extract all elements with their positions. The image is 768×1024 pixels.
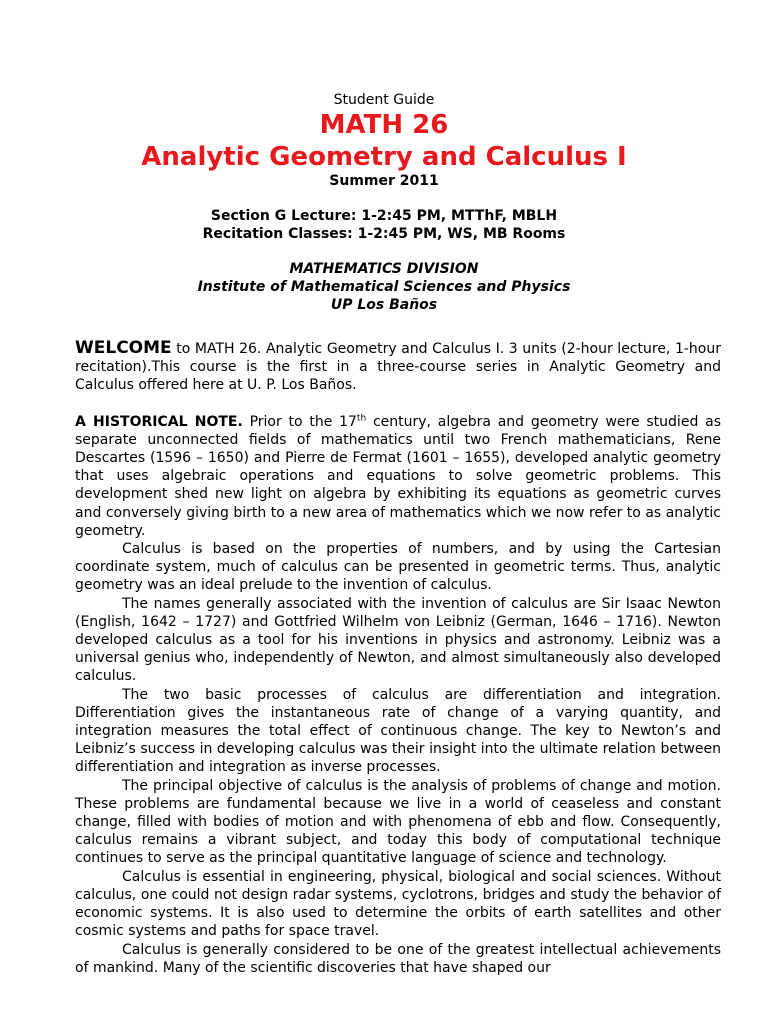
campus-name: UP Los Baños [330,297,438,313]
welcome-lead: WELCOME [75,338,172,358]
historical-note-text-before: Prior to the 17 [242,413,357,430]
institute-name: Institute of Mathematical Sciences and Physics [197,279,571,295]
guide-label: Student Guide [333,92,435,108]
document-header [0,92,768,314]
historical-note-lead: A HISTORICAL NOTE. [75,413,243,430]
ordinal-superscript: th [356,412,367,423]
paragraph-achievements: Calculus is generally considered to be one of the greatest intellectual achievements of mankind. Many of the scientific discoveries that have shaped our [75,941,721,976]
paragraph-applications: Calculus is essential in engineering, physical, biological and social sciences. Without calculus, one could not design radar systems, cyclotrons, bridges and study the behavior of economic systems. It is also used to determine the orbits of earth satellites and other cosmic systems and paths for space travel. [75,868,721,940]
document-body [75,339,721,977]
paragraph-objective: The principal objective of calculus is the analysis of problems of change and motion. These problems are fundamental because we live in a world of ceaseless and constant change, filled with bodies of motion and with phenomena of ebb and flow. Consequently, calculus remains a vibrant subject, and today this body of computational technique continues to serve as the principal quantitative language of science and technology. [75,777,721,867]
historical-note-text-after: century, algebra and geometry were studied as separate unconnected fields of mathematics until two French mathematicians, Rene Descartes (1596 – 1650) and Pierre de Fermat (1601 – 1655), developed analytic geometry that uses algebraic operations and equations to solve geometric problems. This development shed new light on algebra by exhibiting its equations as geometric curves and conversely giving birth to a new area of mathematics which we now refer to as analytic geometry. [75,413,721,539]
paragraph-inventors: The names generally associated with the invention of calculus are Sir Isaac Newton (English, 1642 – 1727) and Gottfried Wilhelm von Leibniz (German, 1646 – 1716). Newton developed calculus as a tool for his inventions in physics and astronomy. Leibniz was a universal genius who, independently of Newton, and almost simultaneously also developed calculus. [75,595,721,685]
recitation-schedule: Recitation Classes: 1-2:45 PM, WS, MB Rooms [202,226,566,242]
course-code: MATH 26 [319,110,449,140]
paragraph-basic-processes: The two basic processes of calculus are differentiation and integration. Differentiation gives the instantaneous rate of change of a varying quantity, and integration measures the total effect of continuous change. The key to Newton’s and Leibniz’s success in developing calculus was their insight into the ultimate relation between differentiation and integration as inverse processes. [75,686,721,776]
course-title: Analytic Geometry and Calculus I [141,142,627,172]
welcome-text: to MATH 26. Analytic Geometry and Calculus I. 3 units (2-hour lecture, 1-hour recitation).This course is the first in a three-course series in Analytic Geometry and Calculus offered here at U. P. Los Baños. [75,341,721,394]
paragraph-calculus-basis: Calculus is based on the properties of numbers, and by using the Cartesian coordinate system, much of calculus can be presented in geometric terms. Thus, analytic geometry was an ideal prelude to the invention of calculus. [75,541,721,594]
lecture-schedule: Section G Lecture: 1-2:45 PM, MTThF, MBLH [210,208,558,224]
division-name: MATHEMATICS DIVISION [289,261,479,277]
term: Summer 2011 [329,173,439,189]
welcome-paragraph [75,339,721,395]
historical-note-paragraph [75,413,721,540]
